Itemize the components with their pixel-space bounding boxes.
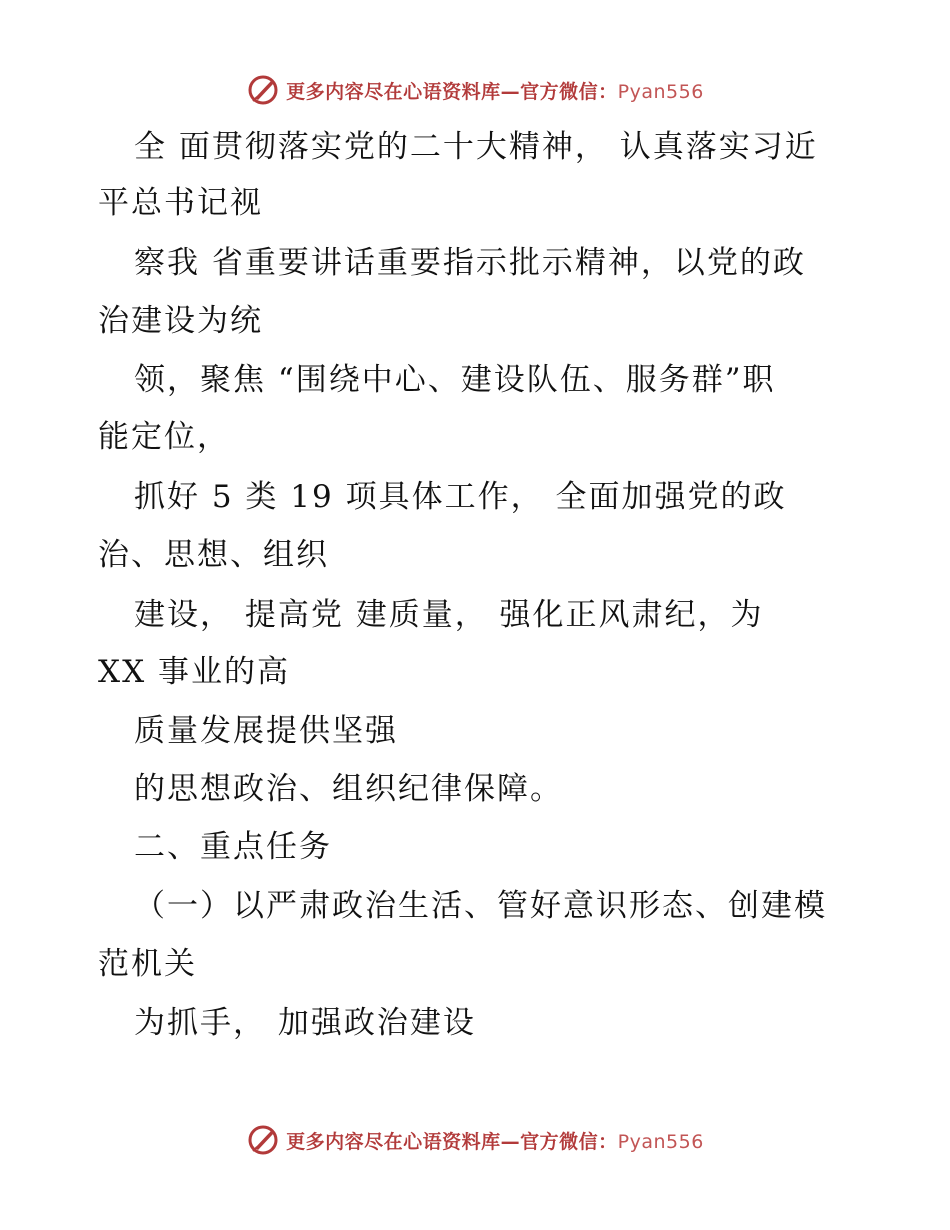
paragraph-line: 治建设为统 bbox=[98, 303, 263, 339]
paragraph-line: XX 事业的高 bbox=[98, 654, 290, 690]
subsection-heading: （一）以严肃政治生活、管好意识形态、创建模 bbox=[134, 888, 827, 924]
paragraph-line: 范机关 bbox=[98, 946, 197, 982]
paragraph-line: 全 面贯彻落实党的二十大精神， 认真落实习近 bbox=[134, 129, 818, 165]
watermark-text-cn: 更多内容尽在心语资料库—官方微信： bbox=[286, 1130, 618, 1153]
feather-pen-logo-icon bbox=[246, 73, 280, 107]
feather-pen-logo-icon bbox=[246, 1123, 280, 1157]
watermark-text bbox=[286, 1127, 704, 1154]
paragraph-line: 质量发展提供坚强 bbox=[134, 713, 398, 749]
footer-watermark-banner bbox=[0, 1120, 950, 1160]
header-watermark-banner bbox=[0, 70, 950, 110]
watermark-text-wechat-id: Pyan556 bbox=[617, 80, 704, 103]
paragraph-line: 察我 省重要讲话重要指示批示精神，以党的政 bbox=[134, 245, 806, 281]
watermark-text-wechat-id: Pyan556 bbox=[617, 1130, 704, 1153]
paragraph-line: 为抓手， 加强政治建设 bbox=[134, 1005, 476, 1041]
section-heading: 二、重点任务 bbox=[134, 829, 332, 865]
paragraph-line: 领，聚焦 “围绕中心、建设队伍、服务群”职 bbox=[134, 362, 776, 398]
paragraph-line: 的思想政治、组织纪律保障。 bbox=[134, 771, 563, 807]
watermark-text-cn: 更多内容尽在心语资料库—官方微信： bbox=[286, 80, 618, 103]
paragraph-line: 建设， 提高党 建质量， 强化正风肃纪，为 bbox=[134, 597, 764, 633]
paragraph-line: 抓好 5 类 19 项具体工作， 全面加强党的政 bbox=[134, 479, 787, 515]
paragraph-line: 平总书记视 bbox=[98, 185, 263, 221]
paragraph-line: 能定位， bbox=[98, 419, 230, 455]
paragraph-line: 治、思想、组织 bbox=[98, 537, 329, 573]
watermark-text bbox=[286, 77, 704, 104]
